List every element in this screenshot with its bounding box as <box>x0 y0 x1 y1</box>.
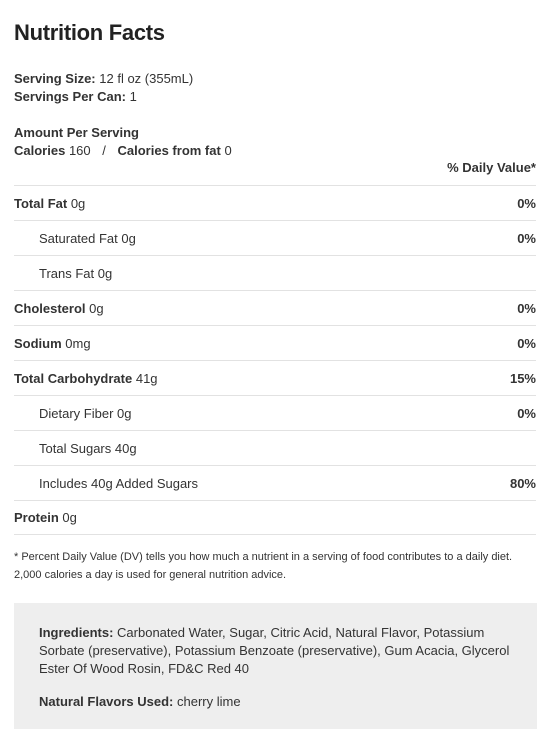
footnote-line: * Percent Daily Value (DV) tells you how much a nutrient in a serving of food contributes to a daily diet. <box>14 551 513 563</box>
daily-value-footnote <box>14 548 538 584</box>
footnote-line: 2,000 calories a day is used for general nutrition advice. <box>14 569 287 581</box>
natural-flavors-label: Natural Flavors Used: <box>39 694 174 709</box>
nutrient-amount: 40g <box>114 440 137 456</box>
ingredients-box <box>14 603 537 729</box>
nutrient-label <box>14 371 158 386</box>
natural-flavors-paragraph <box>39 693 515 711</box>
nutrient-name: Sodium <box>14 335 62 351</box>
nutrient-name: Cholesterol <box>14 300 86 316</box>
nutrient-row-cholesterol <box>14 290 536 325</box>
nutrient-label <box>14 231 136 246</box>
nutrient-row-sodium <box>14 325 536 360</box>
nutrient-amount: 41g <box>135 370 158 386</box>
nutrient-row-total-fat <box>14 185 536 220</box>
nutrient-name: Total Sugars <box>39 440 112 456</box>
natural-flavors-value: cherry lime <box>177 694 241 709</box>
nutrient-name: Trans Fat <box>39 265 95 281</box>
nutrient-amount: 0g <box>121 230 136 246</box>
nutrient-dv: 0% <box>517 230 536 246</box>
fat-calories-value: 0 <box>224 143 232 158</box>
nutrient-dv: 80% <box>509 475 536 491</box>
nutrient-label <box>14 406 132 421</box>
daily-value-header: % Daily Value* <box>447 160 536 175</box>
servings-per-can-row <box>14 88 193 106</box>
nutrient-row-saturated-fat <box>14 220 536 255</box>
nutrient-name: Dietary Fiber <box>39 405 114 421</box>
nutrient-dv: 0% <box>517 300 536 316</box>
nutrient-label <box>14 510 77 525</box>
nutrient-label <box>14 441 137 456</box>
serving-size-label: Serving Size: <box>14 71 96 86</box>
serving-size-row <box>14 70 193 88</box>
nutrient-label <box>14 301 104 316</box>
nutrient-name: Total Carbohydrate <box>14 370 133 386</box>
nutrient-label <box>14 476 198 491</box>
nutrient-dv: 15% <box>509 370 536 386</box>
nutrient-dv: 0% <box>517 335 536 351</box>
servings-per-can-label: Servings Per Can: <box>14 89 126 104</box>
fat-calories-label: Calories from fat <box>117 143 221 158</box>
calories-row <box>14 142 232 160</box>
nutrient-name: Saturated Fat <box>39 230 118 246</box>
nutrient-label <box>14 266 112 281</box>
ingredients-paragraph <box>39 624 515 678</box>
nutrient-amount: 0mg <box>65 335 91 351</box>
calories-separator: / <box>102 143 106 158</box>
nutrient-name: Total Fat <box>14 195 68 211</box>
nutrient-amount: 0g <box>97 265 113 281</box>
nutrient-row-total-sugars <box>14 430 536 465</box>
page-title: Nutrition Facts <box>14 20 165 45</box>
serving-size-value: 12 fl oz (355mL) <box>99 71 194 86</box>
nutrient-name: Protein <box>14 510 59 525</box>
nutrient-name: Includes 40g Added Sugars <box>39 475 199 491</box>
nutrient-amount: 0g <box>89 300 104 316</box>
nutrient-table <box>0 185 550 535</box>
calories-label: Calories <box>14 143 66 158</box>
amount-per-serving <box>14 124 232 160</box>
nutrient-amount: 0g <box>70 195 86 211</box>
nutrient-amount: 0g <box>62 510 77 525</box>
amount-heading: Amount Per Serving <box>14 125 139 140</box>
nutrient-row-protein <box>14 500 536 535</box>
nutrient-row-trans-fat <box>14 255 536 290</box>
nutrient-label <box>14 336 91 351</box>
nutrient-row-total-carbohydrate <box>14 360 536 395</box>
nutrient-dv: 0% <box>517 195 536 211</box>
nutrient-label <box>14 196 85 211</box>
calories-value: 160 <box>68 143 91 158</box>
ingredients-text: Carbonated Water, Sugar, Citric Acid, Natural Flavor, Potassium Sorbate (preservative), Potassium Benzoate (preservative), Gum Acacia, Glycerol Ester Of Wood Rosin, FD&C Red 40 <box>39 625 510 676</box>
nutrient-row-added-sugars <box>14 465 536 500</box>
serving-info <box>14 70 193 106</box>
nutrient-amount: 0g <box>117 405 132 421</box>
nutrient-dv: 0% <box>517 405 536 421</box>
nutrient-row-dietary-fiber <box>14 395 536 430</box>
ingredients-label: Ingredients: <box>39 625 114 640</box>
servings-per-can-value: 1 <box>129 89 137 104</box>
